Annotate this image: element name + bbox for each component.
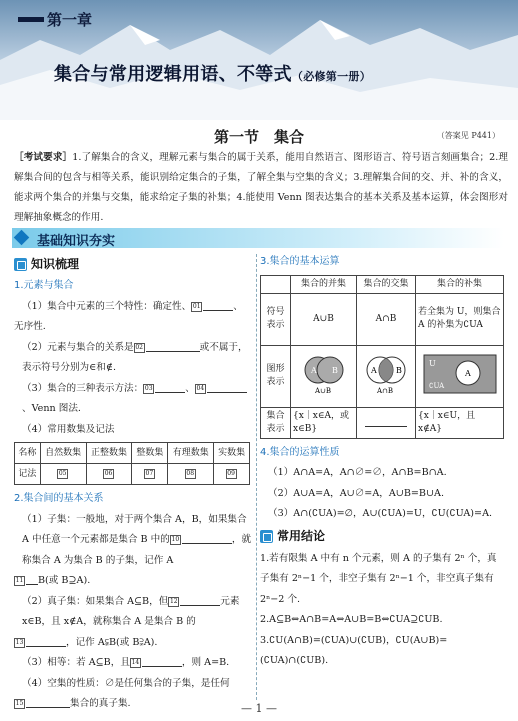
table-cell: 符号表示 xyxy=(261,293,291,345)
knowledge-heading xyxy=(14,252,252,276)
venn-caption: ∁UA xyxy=(428,381,444,390)
table-cell: 集合的并集 xyxy=(291,275,357,293)
left-column xyxy=(14,252,252,715)
fill-blank xyxy=(26,635,66,647)
svg-text:A: A xyxy=(310,365,317,375)
requirements-label: ［考试要求］ xyxy=(14,152,73,163)
chapter-title-text: 集合与常用逻辑用语、不等式 xyxy=(54,64,292,85)
item-1-3: （3）集合的三种表示方法： 03 、 04、Venn 图法. xyxy=(14,379,252,420)
blank-number: 12 xyxy=(169,597,178,605)
knowledge-heading-text: 知识梳理 xyxy=(31,256,80,271)
table-header-row xyxy=(261,275,504,293)
item-1-1-cont: 无序性. xyxy=(14,321,46,332)
table-row xyxy=(261,407,504,438)
table-row xyxy=(261,345,504,407)
complement-venn-diagram xyxy=(420,352,500,396)
blank-number: 15 xyxy=(15,700,24,707)
item-2-4-end-text: 集合的真子集. xyxy=(70,698,131,709)
table-cell: 自然数集 xyxy=(40,443,86,464)
blank-number: 02 xyxy=(135,343,143,351)
property-3: （3）A∩(∁UA)=∅，A∪(∁UA)=U，∁U(∁UA)=A. xyxy=(268,508,493,519)
table-cell: {x｜x∈U，且 x∉A} xyxy=(416,407,504,438)
item-2-3-cont: ，则 A=B. xyxy=(181,657,230,668)
right-column xyxy=(260,252,506,672)
svg-text:A: A xyxy=(464,368,471,378)
blank-number: 10 xyxy=(171,536,180,543)
fill-blank xyxy=(203,299,233,311)
table-cell xyxy=(40,464,86,485)
blank-number: 04 xyxy=(196,384,205,392)
blank-number: 09 xyxy=(227,469,235,477)
blank-number: 08 xyxy=(186,469,195,477)
property-1: （1）A∩A=A，A∩∅=∅，A∩B=B∩A. xyxy=(268,467,447,478)
item-1-4: （4）常用数集及记法 xyxy=(22,423,115,435)
table-cell xyxy=(86,464,132,485)
blank-number: 03 xyxy=(144,384,153,392)
blank-number: 05 xyxy=(58,469,67,477)
table-cell xyxy=(132,464,168,485)
knowledge-bar xyxy=(12,228,504,248)
item-2-1-end xyxy=(14,571,252,592)
blank-number: 06 xyxy=(104,469,113,477)
fill-blank xyxy=(207,381,247,393)
item-2-2-text: （2）真子集：如果集合 A⊆B，但 xyxy=(22,595,169,607)
item-1-3-cont: 、Venn 图法. xyxy=(22,403,81,414)
conclusions-heading-text: 常用结论 xyxy=(277,529,326,544)
book-icon xyxy=(14,258,27,271)
subsection-2-title: 2.集合间的基本关系 xyxy=(14,493,104,504)
subsection-4-title: 4.集合的运算性质 xyxy=(260,446,340,458)
item-2-1 xyxy=(14,510,252,572)
table-cell: 正整数集 xyxy=(86,443,132,464)
item-2-2 xyxy=(14,592,252,633)
table-cell: A∪B xyxy=(291,293,357,345)
table-cell: 名称 xyxy=(15,443,41,464)
conclusion-3: 3.∁U(A∩B)=(∁UA)∪(∁UB)，∁U(A∪B)=(∁UA)∩(∁UB). xyxy=(260,634,448,666)
item-2-2-cont: 元素 x∈B，且 x∉A，就称集合 A 是集合 B 的 xyxy=(22,595,240,627)
conclusion-1: 1.若有限集 A 中有 n 个元素，则 A 的子集有 2ⁿ 个，真子集有 2ⁿ−1 个，非空子集有 2ⁿ−1 个，非空真子集有 2ⁿ−2 个. xyxy=(260,552,497,605)
table-cell: 集合的交集 xyxy=(357,275,416,293)
item-2-4: （4）空集的性质：∅是任何集合的子集，是任何 xyxy=(22,677,230,689)
table-cell: 记法 xyxy=(15,464,41,485)
item-2-1-cont: ，就称集合 A 为集合 B 的子集，记作 A xyxy=(22,534,252,566)
table-cell: 实数集 xyxy=(214,443,250,464)
table-cell xyxy=(416,345,504,407)
item-1-2-cont: 或不属于，表示符号分别为∈和∉. xyxy=(22,341,248,373)
fill-blank xyxy=(182,532,202,544)
item-2-1-end-text: B(或 B⊇A). xyxy=(38,575,91,586)
table-cell: 集合的补集 xyxy=(416,275,504,293)
item-1-2-text: （2）元素与集合的关系是 xyxy=(22,341,134,353)
table-cell xyxy=(357,345,416,407)
table-cell xyxy=(291,345,357,407)
table-cell xyxy=(357,407,416,438)
intersection-venn-diagram xyxy=(359,352,413,396)
svg-text:A: A xyxy=(371,365,377,375)
svg-text:U: U xyxy=(428,358,436,368)
knowledge-bar-title: 基础知识夯实 xyxy=(37,234,116,249)
chapter-banner xyxy=(0,0,518,120)
table-row xyxy=(15,464,250,485)
item-1-2 xyxy=(14,338,252,379)
book-icon xyxy=(260,530,273,543)
page-number: — 1 — xyxy=(241,702,277,715)
chapter-title xyxy=(54,60,371,86)
requirements-text: 1.了解集合的含义，理解元素与集合的属于关系，能用自然语言、图形语言、符号语言刻画集合；2.理解集合间的包含与相等关系，能识别给定集合的子集，了解全集与空集的含义；3.理解集合间的交、并、补的含义，能求两个集合的并集与交集，能求给定子集的补集；4.能使用 Venn 图表达集合的基本关系及基本运算，体会图形对理解抽象概念的作用. xyxy=(14,152,508,223)
table-cell: A∩B xyxy=(357,293,416,345)
column-divider xyxy=(256,254,257,700)
fill-blank xyxy=(202,532,232,544)
exam-requirements xyxy=(14,148,508,228)
item-2-2-end-text: ，记作 A⫋B(或 B⫌A). xyxy=(66,636,158,648)
blank-number: 14 xyxy=(131,659,140,666)
diamond-icon xyxy=(14,230,30,246)
subsection-1-title: 1.元素与集合 xyxy=(14,280,74,291)
table-row xyxy=(261,293,504,345)
table-cell xyxy=(168,464,214,485)
fill-blank xyxy=(180,594,220,606)
blank-number: 11 xyxy=(15,577,24,584)
fill-blank xyxy=(142,655,182,667)
chapter-title-note: （必修第一册） xyxy=(291,70,372,83)
table-cell xyxy=(261,275,291,293)
item-2-1-text: （1）子集：一般地，对于两个集合 A，B，如果集合 A 中任意一个元素都是集合 B 中的 xyxy=(22,513,247,545)
venn-caption: A∩B xyxy=(377,386,394,395)
fill-blank xyxy=(155,381,185,393)
number-sets-table xyxy=(14,442,250,485)
blank-number: 13 xyxy=(15,638,24,646)
fill-blank xyxy=(146,340,200,352)
fill-blank xyxy=(365,415,407,427)
table-cell xyxy=(214,464,250,485)
svg-text:B: B xyxy=(396,365,402,375)
item-1-1-text: （1）集合中元素的三个特性：确定性、 xyxy=(22,300,192,312)
item-1-3-text: （3）集合的三种表示方法： xyxy=(22,382,144,394)
union-venn-diagram xyxy=(297,352,351,396)
table-cell: 若全集为 U，则集合 A 的补集为∁UA xyxy=(416,293,504,345)
venn-caption: A∪B xyxy=(314,386,331,395)
chapter-label xyxy=(18,9,92,30)
item-1-1: （1）集合中元素的三个特性：确定性、 01 、 xyxy=(22,300,243,312)
table-cell: 集合表示 xyxy=(261,407,291,438)
table-cell: {x｜x∈A，或 x∈B} xyxy=(291,407,357,438)
chapter-text: 第一章 xyxy=(47,11,93,29)
answer-reference: （答案见 P441） xyxy=(436,131,500,140)
conclusion-2: 2.A⊆B⇔A∩B=A⇔A∪B=B⇔∁UA⊇∁UB. xyxy=(260,614,443,625)
item-2-3-text: （3）相等：若 A⊆B，且 xyxy=(22,657,130,668)
blank-number: 01 xyxy=(192,302,201,310)
fill-blank xyxy=(26,573,38,585)
property-2: （2）A∪A=A，A∪∅=A，A∪B=B∪A. xyxy=(268,487,444,499)
item-2-2-end xyxy=(14,633,252,654)
chapter-bar xyxy=(18,17,44,22)
svg-text:B: B xyxy=(331,365,338,375)
conclusions-heading xyxy=(260,525,506,549)
table-cell: 图形表示 xyxy=(261,345,291,407)
item-2-3 xyxy=(14,653,252,674)
table-header-row xyxy=(15,443,250,464)
operations-table xyxy=(260,275,504,439)
table-cell: 整数集 xyxy=(132,443,168,464)
subsection-3-title: 3.集合的基本运算 xyxy=(260,256,340,267)
section-title: 第一节 集合 xyxy=(213,128,304,146)
blank-number: 07 xyxy=(145,469,154,477)
table-cell: 有理数集 xyxy=(168,443,214,464)
